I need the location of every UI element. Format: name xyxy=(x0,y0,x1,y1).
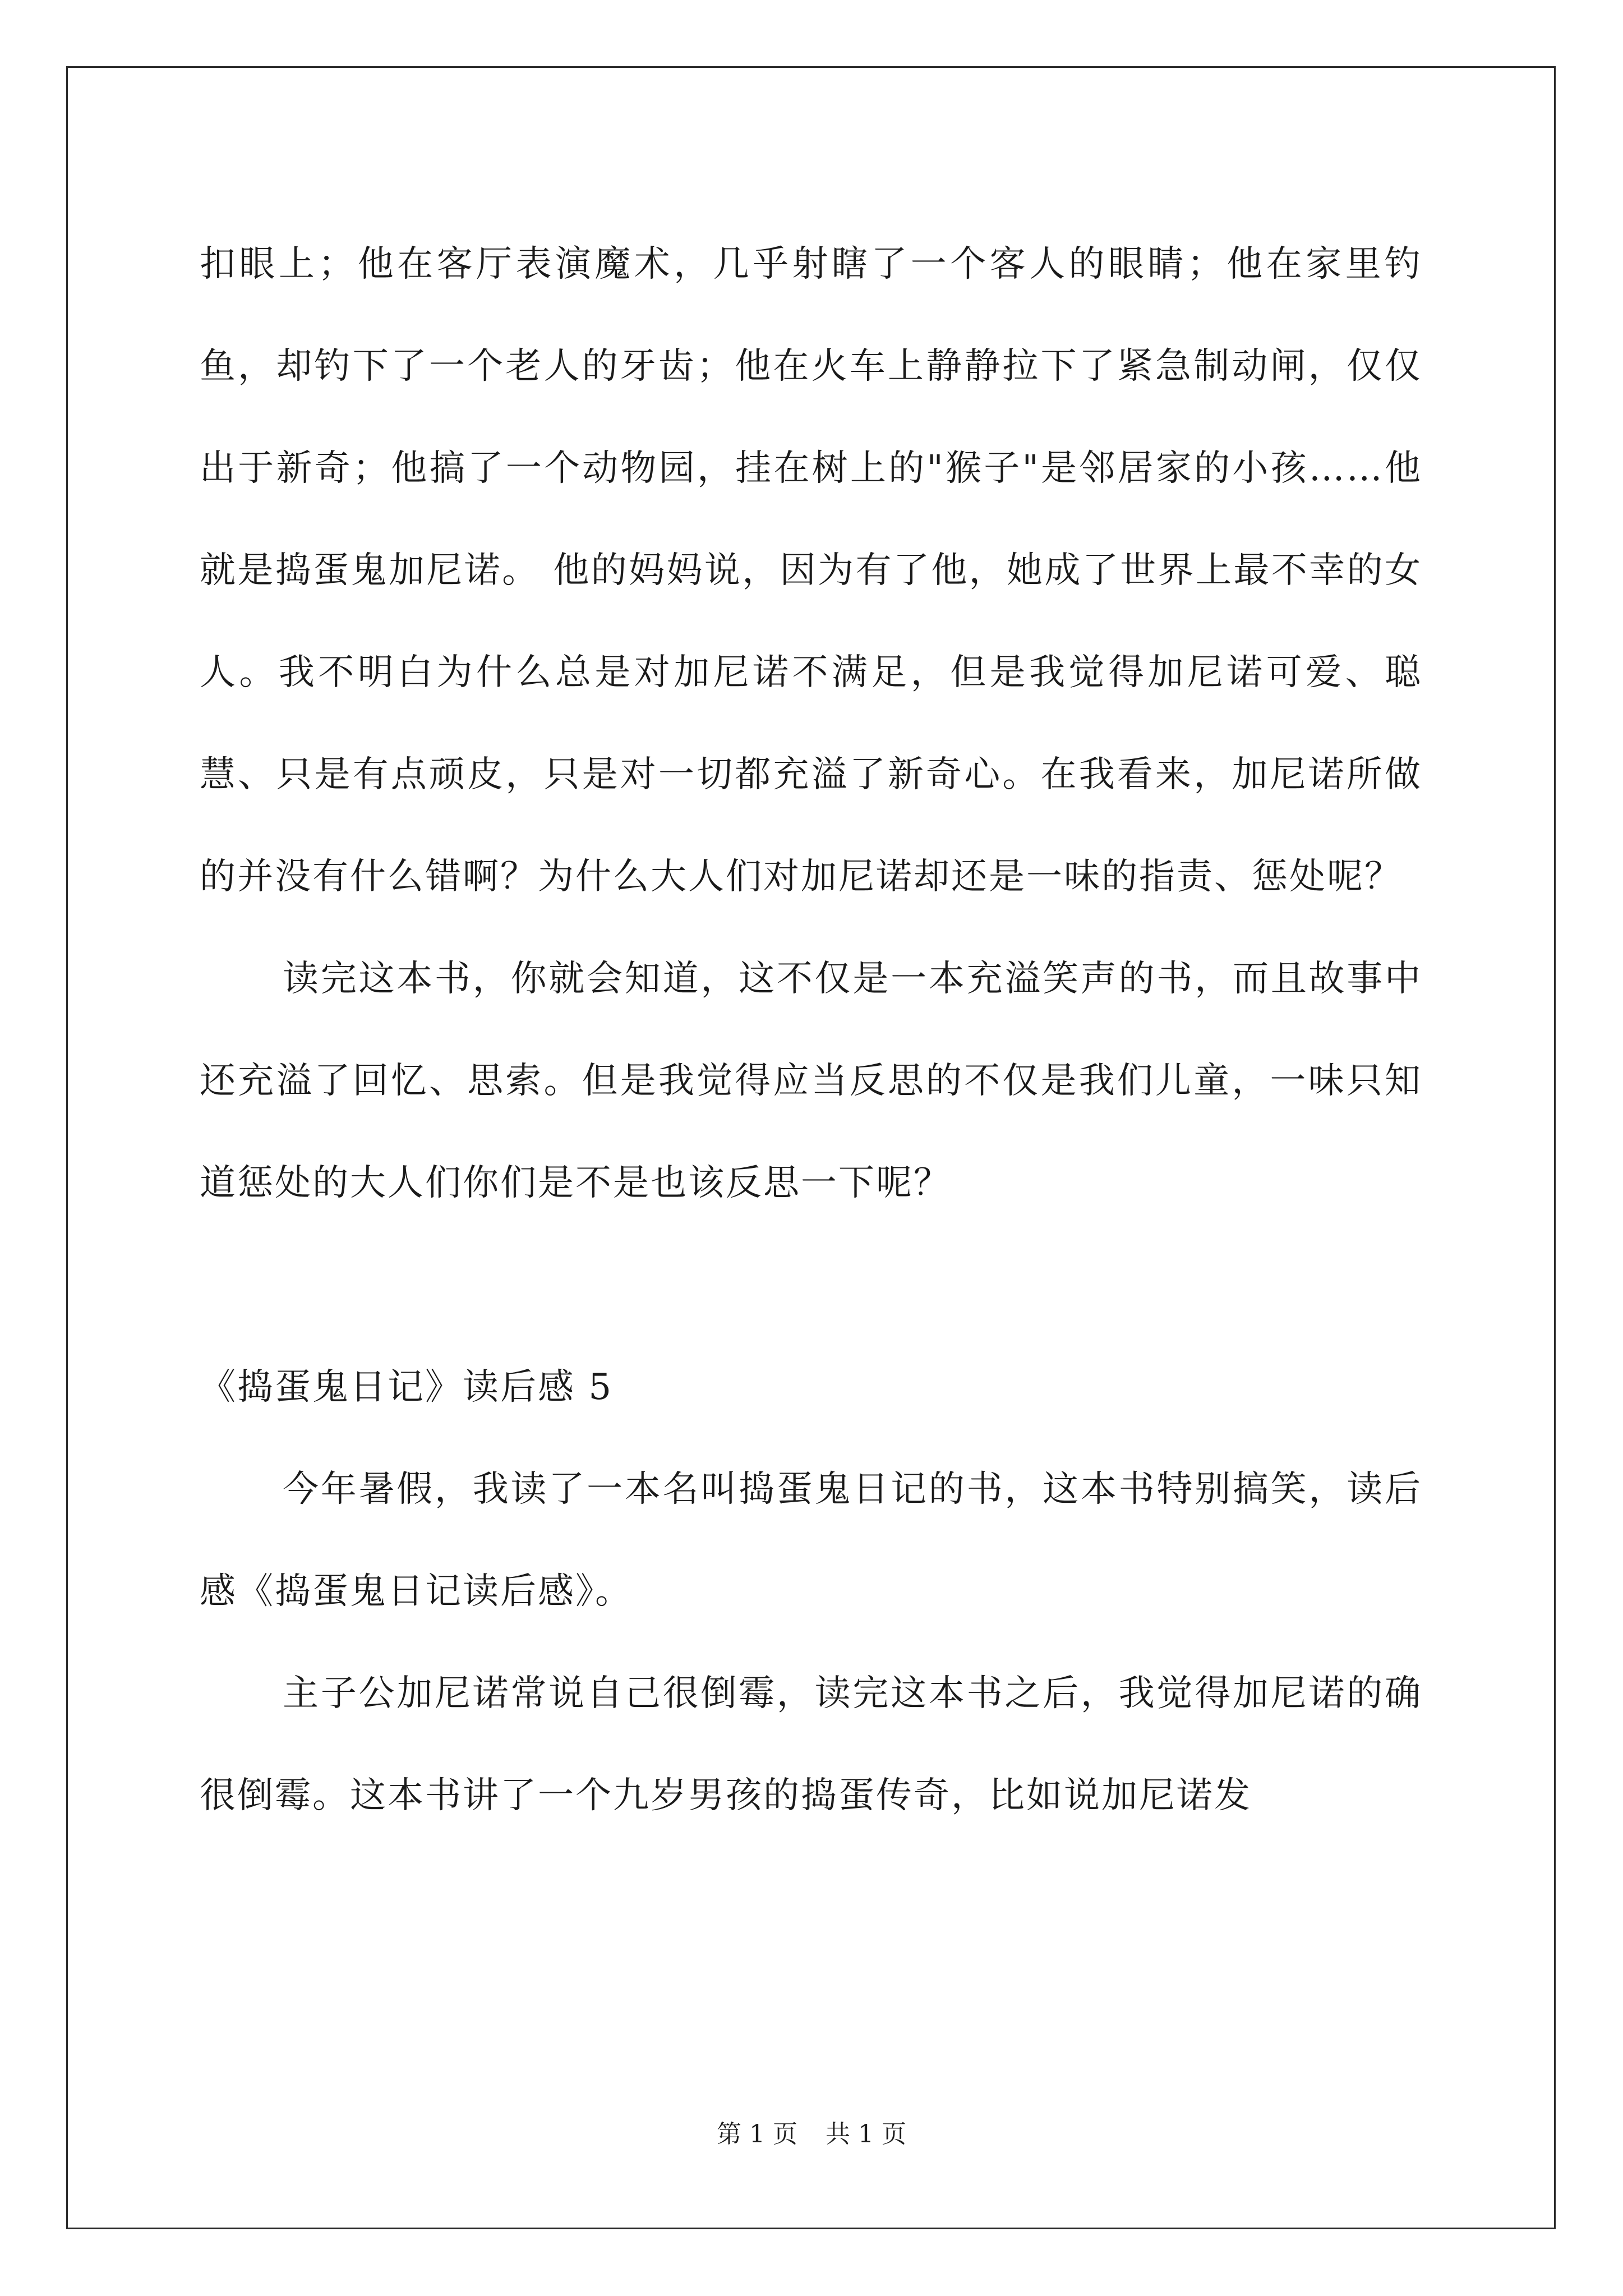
paragraph: 扣眼上；他在客厅表演魔术，几乎射瞎了一个客人的眼睛；他在家里钓鱼，却钓下了一个老人的牙齿；他在火车上静静拉下了紧急制动闸，仅仅出于新奇；他搞了一个动物园，挂在树上的"猴子"是邻居家的小孩……他就是捣蛋鬼加尼诺。 他的妈妈说，因为有了他，她成了世界上最不幸的女人。我不明白为什么总是对加尼诺不满足，但是我觉得加尼诺可爱、聪慧、只是有点顽皮，只是对一切都充溢了新奇心。在我看来，加尼诺所做的并没有什么错啊？为什么大人们对加尼诺却还是一味的指责、惩处呢？ xyxy=(200,243,1422,898)
blank-line xyxy=(200,1234,1422,1336)
page-number: 第 1 页 xyxy=(717,2120,797,2148)
paragraph: 今年暑假，我读了一本名叫捣蛋鬼日记的书，这本书特别搞笑，读后感《捣蛋鬼日记读后感》。 xyxy=(200,1469,1422,1612)
paragraph: 读完这本书，你就会知道，这不仅是一本充溢笑声的书，而且故事中还充溢了回忆、思索。但是我觉得应当反思的不仅是我们儿童，一味只知道惩处的大人们你们是不是也该反思一下呢？ xyxy=(200,958,1422,1204)
section-title: 《捣蛋鬼日记》读后感 5 xyxy=(200,1366,614,1408)
document-body xyxy=(200,213,1422,1847)
page-footer xyxy=(0,2118,1623,2151)
paragraph: 主子公加尼诺常说自己很倒霉，读完这本书之后，我觉得加尼诺的确很倒霉。这本书讲了一个九岁男孩的捣蛋传奇，比如说加尼诺发 xyxy=(200,1673,1422,1816)
page-total: 共 1 页 xyxy=(826,2120,906,2148)
